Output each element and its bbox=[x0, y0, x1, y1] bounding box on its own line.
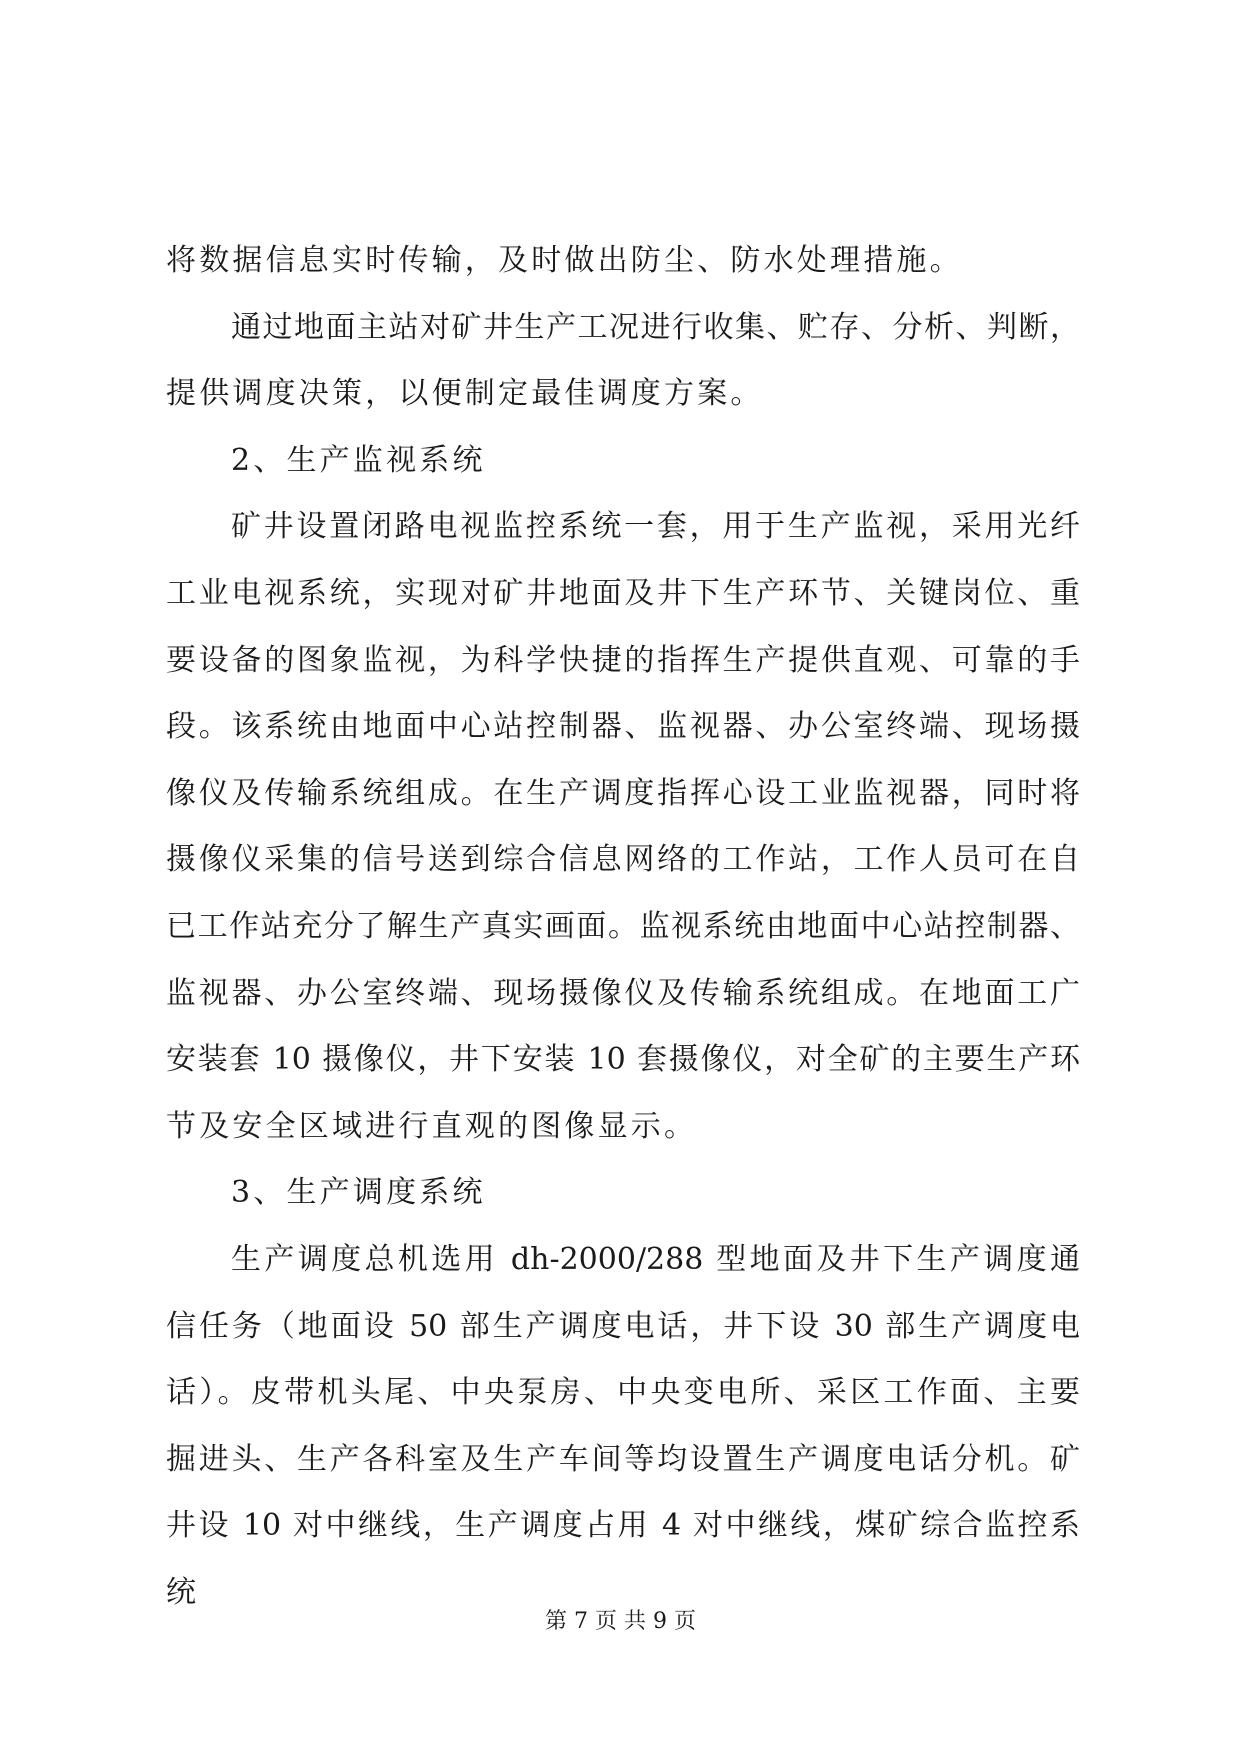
text-line: 信任务（地面设 50 部生产调度电话，井下设 30 部生产调度电 bbox=[166, 1308, 1080, 1344]
text-line: 要设备的图象监视，为科学快捷的指挥生产提供直观、可靠的手 bbox=[166, 642, 1080, 678]
text-line: 生产调度总机选用 dh-2000/288 型地面及井下生产调度通 bbox=[231, 1241, 1080, 1277]
text-line: 安装套 10 摄像仪，井下安装 10 套摄像仪，对全矿的主要生产环 bbox=[166, 1042, 1080, 1078]
text-line: 通过地面主站对矿井生产工况进行收集、贮存、分析、判断， bbox=[231, 309, 1080, 345]
text-line: 段。该系统由地面中心站控制器、监视器、办公室终端、现场摄 bbox=[166, 709, 1080, 745]
document-body bbox=[166, 228, 1080, 1626]
text-line: 掘进头、生产各科室及生产车间等均设置生产调度电话分机。矿 bbox=[166, 1441, 1080, 1477]
text-line: 话）。皮带机头尾、中央泵房、中央变电所、采区工作面、主要 bbox=[166, 1375, 1080, 1411]
text-line: 井设 10 对中继线，生产调度占用 4 对中继线，煤矿综合监控系 bbox=[166, 1508, 1080, 1544]
text-line: 摄像仪采集的信号送到综合信息网络的工作站，工作人员可在自 bbox=[166, 842, 1080, 878]
section-heading: 3、生产调度系统 bbox=[231, 1175, 486, 1211]
text-line: 将数据信息实时传输，及时做出防尘、防水处理措施。 bbox=[166, 243, 963, 278]
section-heading: 2、生产监视系统 bbox=[231, 442, 486, 478]
text-line: 提供调度决策，以便制定最佳调度方案。 bbox=[166, 376, 764, 412]
text-line: 矿井设置闭路电视监控系统一套，用于生产监视，采用光纤 bbox=[231, 509, 1080, 545]
text-line: 像仪及传输系统组成。在生产调度指挥心设工业监视器，同时将 bbox=[166, 775, 1080, 811]
text-line: 节及安全区域进行直观的图像显示。 bbox=[166, 1108, 698, 1144]
text-line: 监视器、办公室终端、现场摄像仪及传输系统组成。在地面工广 bbox=[166, 975, 1080, 1011]
text-line: 统 bbox=[166, 1574, 200, 1610]
text-line: 已工作站充分了解生产真实画面。监视系统由地面中心站控制器、 bbox=[166, 908, 1080, 944]
page-footer: 第 7 页 共 9 页 bbox=[545, 1609, 696, 1634]
text-line: 工业电视系统，实现对矿井地面及井下生产环节、关键岗位、重 bbox=[166, 575, 1080, 611]
